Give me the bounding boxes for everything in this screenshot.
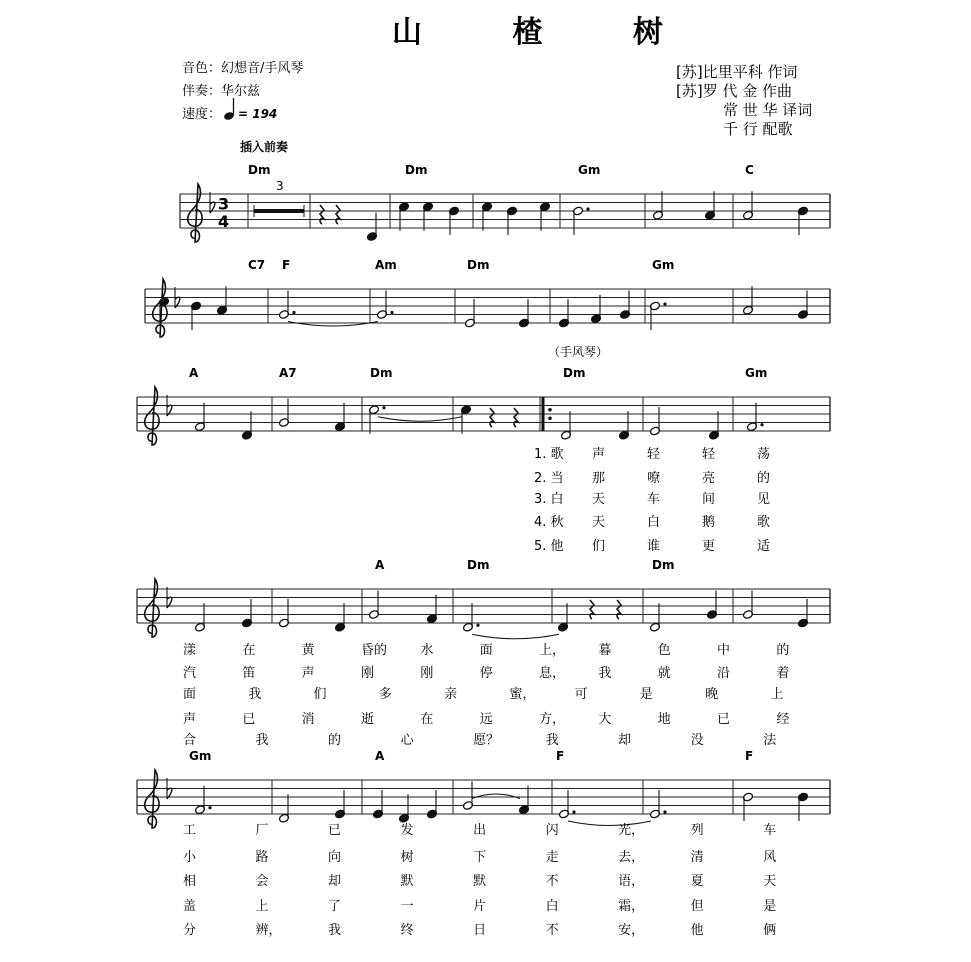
lyric-syllable: 晚 <box>705 687 719 702</box>
lyric-syllable: 面 <box>479 643 493 658</box>
lyric-syllable: 不 <box>545 874 559 889</box>
lyric-syllable: 相 <box>183 874 197 889</box>
lyric-syllable: 发 <box>400 823 414 838</box>
lyric-syllable: 地 <box>657 712 671 727</box>
lyric-syllable: 我 <box>598 666 612 681</box>
lyric-syllable: 我 <box>255 733 269 748</box>
staff-system-5 <box>137 749 830 938</box>
note <box>518 299 529 328</box>
lyric-syllable: 暮 <box>598 643 612 658</box>
tie-curve <box>288 322 378 327</box>
lyric-syllable: 鹅 <box>702 515 716 530</box>
chord-symbol: Dm <box>467 558 490 572</box>
note <box>398 794 409 823</box>
note <box>462 782 473 811</box>
note <box>652 191 663 220</box>
lyric-syllable: 默 <box>400 874 414 889</box>
treble-clef-icon <box>188 184 202 242</box>
lyric-line-verse-4 <box>534 514 770 530</box>
lyric-syllable: 息， <box>539 666 566 681</box>
note <box>462 603 479 632</box>
treble-clef-icon <box>145 770 159 828</box>
tempo-value: = 194 <box>238 107 278 121</box>
lyric-syllable: 声 <box>592 447 606 462</box>
lyric-syllable: 在 <box>242 643 256 658</box>
chord-symbol: Gm <box>578 163 601 177</box>
lyric-line-verse-2 <box>183 665 789 681</box>
lyric-syllable: 白 <box>647 515 661 530</box>
lyric-syllable: 走 <box>545 850 559 865</box>
lyric-line-verse-5 <box>534 539 770 554</box>
lyric-syllable: 歌 <box>757 515 771 530</box>
lyric-syllable: 会 <box>255 874 269 889</box>
chord-symbol: A <box>375 749 385 763</box>
lyric-syllable: 却 <box>618 733 632 748</box>
chord-symbol: A7 <box>279 366 297 380</box>
note <box>460 405 471 434</box>
lyric-line-verse-2 <box>534 470 770 486</box>
lyric-syllable: 出 <box>473 823 487 838</box>
lyric-syllable: 方， <box>539 712 566 727</box>
lyric-syllable: 终 <box>400 923 414 938</box>
note <box>558 790 575 819</box>
lyric-syllable: 的 <box>757 471 771 486</box>
chord-symbol: Dm <box>405 163 428 177</box>
lyric-syllable: 没 <box>690 733 704 748</box>
credit-lyricist: [苏]比里平科 作词 <box>676 63 798 81</box>
chord-symbol: Dm <box>248 163 271 177</box>
note <box>708 411 719 440</box>
lyric-syllable: 不 <box>545 923 559 938</box>
time-signature-top: 3 <box>218 194 230 214</box>
lyric-syllable: 更 <box>702 539 716 554</box>
note <box>422 202 433 231</box>
meta-tempo: 速度： <box>182 107 222 122</box>
note <box>241 411 252 440</box>
lyric-syllable: 合 <box>183 733 197 748</box>
lyric-line-verse-1 <box>183 642 789 658</box>
chord-symbol: A <box>189 366 199 380</box>
lyric-syllable: 适 <box>757 539 771 554</box>
lyric-syllable: 笛 <box>242 666 256 681</box>
note <box>241 599 252 628</box>
lyric-syllable: 昏的 <box>361 643 388 658</box>
lyric-syllable: 俩 <box>763 923 777 938</box>
lyric-syllable: 面 <box>183 687 197 702</box>
credit-arranger: 千 行 配歌 <box>723 120 793 138</box>
lyric-syllable: 清 <box>690 850 704 865</box>
lyric-syllable: 2. 当 <box>534 471 564 486</box>
note <box>518 786 529 815</box>
intro-label: 插入前奏 <box>240 140 289 154</box>
lyric-syllable: 已 <box>717 712 731 727</box>
note <box>572 206 589 235</box>
note <box>558 299 569 328</box>
note <box>278 794 289 823</box>
lyric-syllable: 1. 歌 <box>534 447 564 462</box>
lyric-syllable: 心 <box>400 733 414 748</box>
lyric-syllable: 天 <box>592 492 606 507</box>
tie-curve <box>472 794 520 799</box>
chord-symbol: C <box>745 163 754 177</box>
lyric-syllable: 经 <box>776 712 790 727</box>
lyric-syllable: 霜， <box>618 899 645 914</box>
lyric-syllable: 夏 <box>690 874 704 889</box>
note <box>368 405 385 434</box>
lyric-syllable: 却 <box>328 874 342 889</box>
note <box>797 291 808 320</box>
lyric-syllable: 上， <box>539 643 566 658</box>
staves <box>137 163 830 938</box>
note <box>618 411 629 440</box>
lyric-syllable: 我 <box>248 687 262 702</box>
lyric-syllable: 的 <box>328 733 342 748</box>
lyric-syllable: 中 <box>717 643 731 658</box>
note <box>619 291 630 320</box>
lyric-syllable: 见 <box>757 492 771 507</box>
lyric-syllable: 4. 秋 <box>534 515 564 530</box>
meta-accompaniment: 伴奏：华尔兹 <box>182 84 261 99</box>
lyric-syllable: 停 <box>479 666 493 681</box>
lyric-syllable: 刚 <box>420 666 434 681</box>
note <box>560 411 571 440</box>
credit-translator: 常 世 华 译词 <box>723 101 813 119</box>
lyric-line-verse-4 <box>183 711 789 727</box>
lyric-syllable: 车 <box>647 492 661 507</box>
lyric-syllable: 工 <box>183 823 197 838</box>
lyric-syllable: 嘹 <box>647 471 661 486</box>
note <box>539 202 550 231</box>
lyric-syllable: 轻 <box>702 447 716 462</box>
note <box>649 790 666 819</box>
note <box>742 191 753 220</box>
lyric-syllable: 间 <box>702 492 716 507</box>
chord-symbol: C7 <box>248 258 266 272</box>
lyric-syllable: 我 <box>328 923 342 938</box>
quarter-rest-icon <box>617 600 621 619</box>
lyric-syllable: 轻 <box>647 447 661 462</box>
staff-system-4 <box>137 558 830 748</box>
lyric-syllable: 荡 <box>757 447 771 462</box>
note <box>372 790 383 819</box>
lyric-syllable: 是 <box>639 687 653 702</box>
note <box>426 595 437 624</box>
lyric-syllable: 辨， <box>255 923 282 938</box>
lyric-line-verse-4 <box>183 898 776 914</box>
chord-symbol: A <box>375 558 385 572</box>
treble-clef-icon <box>145 579 159 637</box>
note <box>216 286 227 315</box>
note <box>366 213 377 242</box>
lyric-syllable: 刚 <box>361 666 375 681</box>
treble-clef-icon <box>145 387 159 445</box>
note <box>706 591 717 620</box>
note <box>797 599 808 628</box>
meta-timbre: 音色：幻想音/手风琴 <box>182 61 304 76</box>
tempo-note-icon <box>223 98 235 121</box>
chord-symbol: Dm <box>467 258 490 272</box>
lyric-syllable: 声 <box>183 712 197 727</box>
chord-symbol: Dm <box>370 366 393 380</box>
note <box>746 403 763 432</box>
note <box>797 792 808 821</box>
lyric-syllable: 但 <box>690 899 704 914</box>
lyric-syllable: 5. 他 <box>534 539 564 554</box>
note <box>797 206 808 235</box>
quarter-rest-icon <box>590 600 594 619</box>
note <box>448 206 459 235</box>
lyric-syllable: 车 <box>763 823 777 838</box>
lyric-syllable: 那 <box>592 471 606 486</box>
lyric-syllable: 法 <box>763 733 777 748</box>
note <box>278 291 295 320</box>
lyric-syllable: 路 <box>255 850 269 865</box>
lyric-syllable: 我 <box>545 733 559 748</box>
lyric-syllable: 列 <box>690 823 704 838</box>
lyric-syllable: 就 <box>657 666 671 681</box>
lyric-line-verse-5 <box>183 922 776 938</box>
lyric-syllable: 片 <box>473 899 487 914</box>
lyric-line-verse-1 <box>534 447 770 462</box>
note <box>506 206 517 235</box>
lyric-syllable: 分 <box>183 923 197 938</box>
lyric-syllable: 厂 <box>255 823 269 838</box>
note <box>194 603 205 632</box>
lyric-syllable: 上 <box>255 899 269 914</box>
lyric-syllable: 树 <box>400 850 414 865</box>
lyric-syllable: 日 <box>473 923 487 938</box>
lyric-syllable: 远 <box>479 712 493 727</box>
staff-system-3 <box>137 366 830 554</box>
lyric-syllable: 蜜， <box>509 687 536 702</box>
note <box>194 403 205 432</box>
lyric-syllable: 安， <box>618 923 645 938</box>
lyric-line-verse-2 <box>183 849 776 865</box>
note <box>334 790 345 819</box>
lyric-syllable: 盖 <box>183 899 197 914</box>
lyric-syllable: 上 <box>770 687 784 702</box>
note <box>649 301 666 330</box>
lyric-syllable: 漾 <box>183 643 197 658</box>
staff-system-2 <box>145 258 830 337</box>
chord-symbol: Gm <box>745 366 768 380</box>
note <box>742 591 753 620</box>
lyric-syllable: 沿 <box>717 666 731 681</box>
lyric-syllable: 默 <box>473 874 487 889</box>
lyric-syllable: 已 <box>242 712 256 727</box>
lyric-syllable: 向 <box>328 850 342 865</box>
lyric-syllable: 多 <box>378 687 392 702</box>
chord-symbol: Gm <box>652 258 675 272</box>
note <box>704 191 715 220</box>
lyric-syllable: 逝 <box>361 712 375 727</box>
lyric-syllable: 们 <box>313 687 327 702</box>
staff-system-1 <box>180 163 830 242</box>
quarter-rest-icon <box>320 205 324 224</box>
lyric-syllable: 白 <box>545 899 559 914</box>
lyric-syllable: 语， <box>618 874 645 889</box>
lyric-syllable: 天 <box>592 515 606 530</box>
lyric-line-verse-3 <box>534 491 770 507</box>
chord-symbol: Dm <box>652 558 675 572</box>
note <box>194 786 211 815</box>
lyric-syllable: 的 <box>776 643 790 658</box>
tie-curve <box>378 417 462 422</box>
lyric-syllable: 他 <box>690 923 704 938</box>
lyric-syllable: 着 <box>776 666 790 681</box>
note <box>649 407 660 436</box>
lyric-syllable: 在 <box>420 712 434 727</box>
time-signature-bottom: 4 <box>218 212 230 232</box>
note <box>278 599 289 628</box>
note <box>398 202 409 231</box>
lyric-syllable: 去， <box>618 850 645 865</box>
lyric-syllable: 3. 白 <box>534 492 564 507</box>
lyric-syllable: 亮 <box>702 471 716 486</box>
note <box>426 790 437 819</box>
lyric-syllable: 下 <box>473 850 487 865</box>
lyric-line-verse-3 <box>183 686 783 702</box>
quarter-rest-icon <box>336 205 340 224</box>
lyric-syllable: 小 <box>183 850 197 865</box>
lyric-syllable: 是 <box>763 899 777 914</box>
credit-composer: [苏]罗 代 金 作曲 <box>676 82 793 100</box>
chord-symbol: F <box>282 258 291 272</box>
note <box>190 301 201 330</box>
lyric-syllable: 已 <box>328 823 342 838</box>
quarter-rest-icon <box>490 408 494 427</box>
lyric-syllable: 消 <box>301 712 315 727</box>
note <box>158 297 169 326</box>
lyric-syllable: 黄 <box>301 643 315 658</box>
note <box>481 202 492 231</box>
note <box>278 399 289 428</box>
note <box>557 603 568 632</box>
tie-curve <box>472 634 559 639</box>
lyric-line-verse-5 <box>183 732 777 748</box>
song-title: 山 楂 树 <box>392 15 703 50</box>
lyric-syllable: 闪 <box>545 823 559 838</box>
note <box>368 591 379 620</box>
note <box>649 603 660 632</box>
lyric-syllable: 风 <box>763 850 777 865</box>
note <box>742 286 753 315</box>
chord-symbol: F <box>556 749 565 763</box>
note <box>590 295 601 324</box>
lyric-line-verse-1 <box>183 822 776 838</box>
chord-symbol: F <box>745 749 754 763</box>
lyric-syllable: 声 <box>301 666 315 681</box>
lyric-syllable: 了 <box>328 899 342 914</box>
lyric-syllable: 愿？ <box>473 733 500 748</box>
quarter-rest-icon <box>514 408 518 427</box>
note <box>334 603 345 632</box>
lyric-syllable: 亲 <box>444 687 458 702</box>
chord-symbol: Gm <box>189 749 212 763</box>
lyric-syllable: 一 <box>400 899 414 914</box>
lyric-syllable: 大 <box>598 712 612 727</box>
accordion-label: （手风琴） <box>548 345 609 359</box>
triplet-mark: 3 <box>276 179 284 193</box>
lyric-line-verse-3 <box>183 873 776 889</box>
lyric-syllable: 谁 <box>647 539 661 554</box>
chord-symbol: Am <box>375 258 397 272</box>
note <box>334 403 345 432</box>
lyric-syllable: 们 <box>592 539 606 554</box>
lyric-syllable: 汽 <box>183 666 197 681</box>
multi-measure-rest <box>254 209 304 213</box>
lyric-syllable: 光， <box>618 823 645 838</box>
lyric-syllable: 色 <box>657 643 671 658</box>
lyric-syllable: 可 <box>574 687 588 702</box>
note <box>464 299 475 328</box>
note <box>742 792 753 821</box>
note <box>376 291 393 320</box>
chord-symbol: Dm <box>563 366 586 380</box>
lyric-syllable: 水 <box>420 643 434 658</box>
lyric-syllable: 天 <box>763 874 777 889</box>
